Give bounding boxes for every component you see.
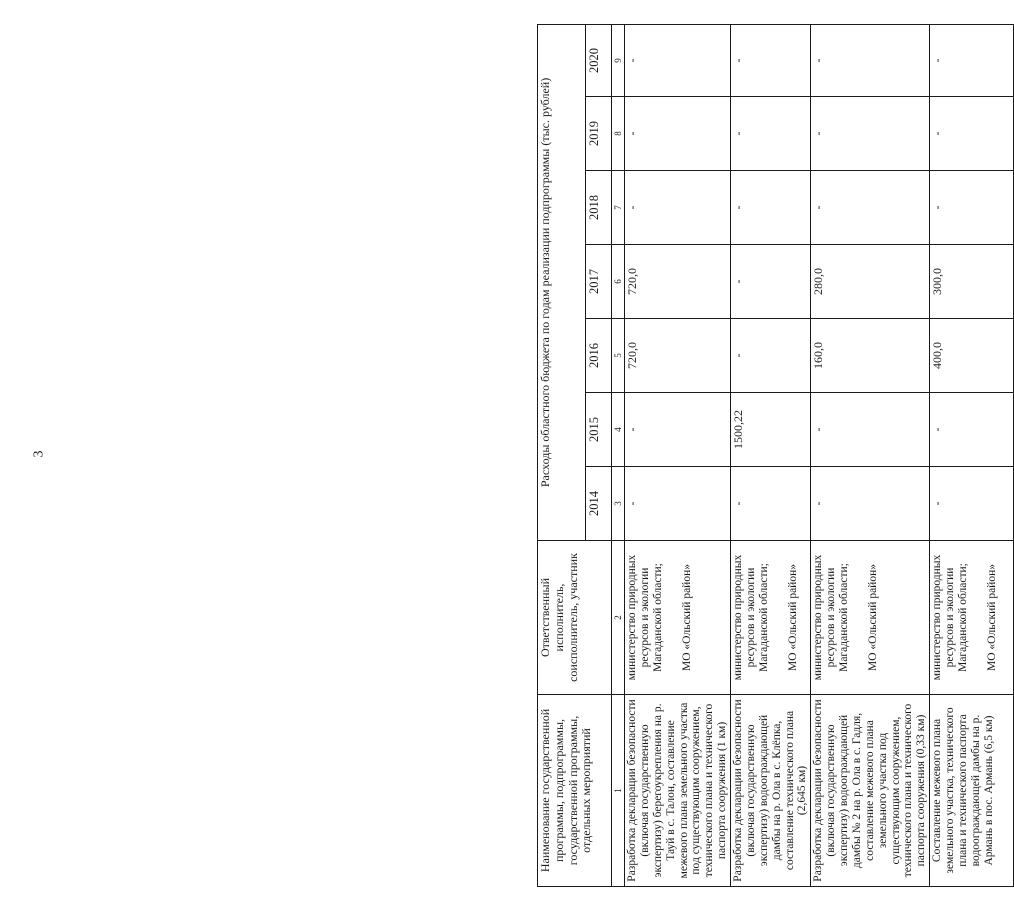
header-year-2019: 2019 <box>586 97 612 171</box>
value-2017: - <box>731 245 811 319</box>
column-number: 8 <box>612 97 625 171</box>
value-2017: 280,0 <box>811 245 930 319</box>
ministry-text: министерство природных ресурсов и экологии Магаданской области; <box>931 554 969 681</box>
value-2017: 720,0 <box>625 245 731 319</box>
table-row <box>625 24 731 886</box>
municipality-text: МО «Ольский район» <box>680 564 693 671</box>
measure-name: Разработка декларации безопасности (включая государственную экспертизу) водоограждающей дамбы на р. Ола в с. Клёпка, составление технического плана (2,645 км) <box>731 695 811 887</box>
table-row <box>811 24 930 886</box>
header-name-column: Наименование государственной программы, подпрограммы, государственной программы, отдельных мероприятий <box>538 695 612 887</box>
column-number: 2 <box>612 541 625 695</box>
measure-name: Разработка декларации безопасности (включая государственную экспертизу) берегоукрепления на р. Тауй в с. Талон, составление межевого плана земельного участка под существующим сооружением, технического плана и технического паспорта сооружения (1 км) <box>625 695 731 887</box>
column-number: 1 <box>612 695 625 887</box>
column-number: 9 <box>612 24 625 96</box>
value-2018: - <box>731 171 811 245</box>
value-2019: - <box>731 97 811 171</box>
value-2014: - <box>930 467 1014 541</box>
value-2016: - <box>731 319 811 393</box>
header-year-2015: 2015 <box>586 393 612 467</box>
header-year-2017: 2017 <box>586 245 612 319</box>
value-2016: 720,0 <box>625 319 731 393</box>
municipality-text: МО «Ольский район» <box>786 564 799 671</box>
value-2015: 1500,22 <box>731 393 811 467</box>
municipality-text: МО «Ольский район» <box>866 564 879 671</box>
value-2019: - <box>930 97 1014 171</box>
column-number: 3 <box>612 467 625 541</box>
value-2015: - <box>811 393 930 467</box>
value-2017: 300,0 <box>930 245 1014 319</box>
ministry-text: министерство природных ресурсов и экологии Магаданской области; <box>732 554 770 681</box>
header-year-2014: 2014 <box>586 467 612 541</box>
value-2019: - <box>811 97 930 171</box>
value-2014: - <box>811 467 930 541</box>
header-responsible-column: Ответственный исполнитель, соисполнитель, участник <box>538 541 612 695</box>
responsible-cell <box>930 541 1014 695</box>
value-2015: - <box>930 393 1014 467</box>
ministry-text: министерство природных ресурсов и экологии Магаданской области; <box>812 554 851 681</box>
table-row <box>731 24 811 886</box>
rotated-table-container <box>537 25 1005 887</box>
value-2014: - <box>625 467 731 541</box>
responsible-cell <box>811 541 930 695</box>
header-year-2020: 2020 <box>586 24 612 96</box>
value-2018: - <box>811 171 930 245</box>
value-2020: - <box>930 24 1014 96</box>
column-number: 5 <box>612 319 625 393</box>
value-2020: - <box>811 24 930 96</box>
column-number: 4 <box>612 393 625 467</box>
value-2020: - <box>625 24 731 96</box>
value-2016: 400,0 <box>930 319 1014 393</box>
ministry-text: министерство природных ресурсов и экологии Магаданской области; <box>626 554 664 681</box>
header-budget-group: Расходы областного бюджета по годам реализации подпрограммы (тыс. рублей) <box>538 24 586 540</box>
column-number: 6 <box>612 245 625 319</box>
table-row <box>930 24 1014 886</box>
measure-name: Составление межевого плана земельного участка, технического плана и технического паспорта водоограждающей дамбы на р. Армань в пос. Армань (6,5 км) <box>930 695 1014 887</box>
header-year-2018: 2018 <box>586 171 612 245</box>
measure-name: Разработка декларации безопасности (включая государственную экспертизу) водоограждающей дамбы № 2 на р. Ола в с. Гадля, составление межевого плана земельного участка под существующим сооружением, технического плана и технического паспорта сооружения (0,33 км) <box>811 695 930 887</box>
responsible-cell <box>731 541 811 695</box>
value-2020: - <box>731 24 811 96</box>
responsible-cell <box>625 541 731 695</box>
column-number: 7 <box>612 171 625 245</box>
header-year-2016: 2016 <box>586 319 612 393</box>
value-2019: - <box>625 97 731 171</box>
value-2014: - <box>731 467 811 541</box>
value-2018: - <box>930 171 1014 245</box>
municipality-text: МО «Ольский район» <box>985 564 998 671</box>
value-2018: - <box>625 171 731 245</box>
value-2016: 160,0 <box>811 319 930 393</box>
budget-table <box>537 24 1014 887</box>
value-2015: - <box>625 393 731 467</box>
page-number: 3 <box>31 450 47 458</box>
